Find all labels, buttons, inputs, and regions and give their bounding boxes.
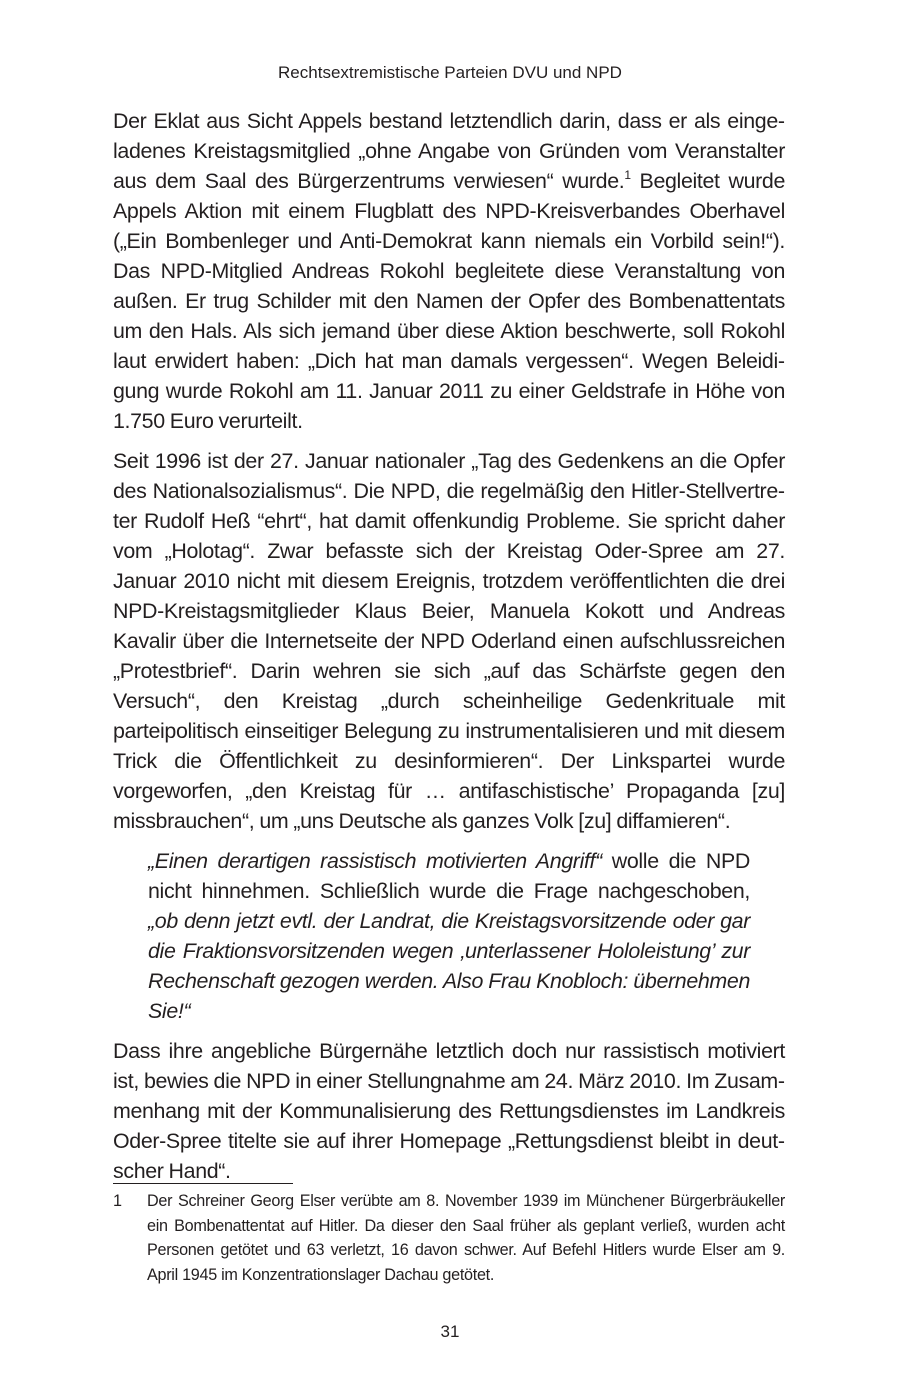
paragraph-2: Seit 1996 ist der 27. Januar nationaler „Tag des Gedenkens an die Opfer des Nationalsozialismus“. Die NPD, die regelmäßig den Hitler-Stellvertreter Rudolf Heß “ehrt“, hat damit offenkundig Probleme. Sie spricht daher vom „Holotag“. Zwar befasste sich der Kreistag Oder-Spree am 27. Januar 2010 nicht mit diesem Ereignis, trotzdem veröffentlichten die drei NPD-Kreistagsmitglieder Klaus Beier, Manuela Kokott und Andreas Kavalir über die Internetseite der NPD Oderland einen aufschlussreichen „Protestbrief“. Darin wehren sie sich „auf das Schärfste gegen den Versuch“, den Kreistag „durch scheinheilige Gedenkrituale mit parteipolitisch einseitiger Belegung zu instrumentalisieren und mit diesem Trick die Öffentlichkeit zu desinformieren“. Der Linkspartei wurde vorgeworfen, „den Kreistag für … antifaschistische’ Propaganda [zu] missbrauchen“, um „uns Deutsche als ganzes Volk [zu] diffamieren“. bbox=[113, 449, 785, 833]
page-number: 31 bbox=[440, 1322, 460, 1341]
quote-italic-end: „ob denn jetzt evtl. der Landrat, die Kreistagsvorsitzende oder gar die Fraktionsvorsitzenden wegen ‚unterlassener Hololeistung’ zur Rechenschaft gezogen werden. Also Frau Knobloch: übernehmen Sie!“ bbox=[148, 909, 750, 1023]
paragraph-1-text: Der Eklat aus Sicht Appels bestand letztendlich darin, dass er als eingeladenes Kreistagsmitglied „ohne Angabe von Gründen vom Veranstalter aus dem Saal des Bürgerzentrums verwiesen“ wurde. bbox=[113, 109, 785, 193]
footnote-text: Der Schreiner Georg Elser verübte am 8. November 1939 im Münchener Bürgerbräukeller ein Bombenattentat auf Hitler. Da dieser den Saal früher als geplant verließ, wurden acht Personen getötet und 63 verletzt, 16 davon schwer. Auf Befehl Hitlers wurde Elser am 9. April 1945 im Konzentrationslager Dachau getötet. bbox=[147, 1192, 785, 1284]
block-quote bbox=[148, 846, 750, 1026]
paragraph-1-continued: Begleitet wurde Appels Aktion mit einem Flugblatt des NPD-Kreisverbandes Oberhavel („Ein Bombenleger und Anti-Demokrat kann niemals ein Vorbild sein!“). Das NPD-Mitglied Andreas Rokohl begleitete diese Veranstaltung von außen. Er trug Schilder mit den Namen der Opfer des Bombenattentats um den Hals. Als sich jemand über diese Aktion beschwerte, soll Rokohl laut erwidert haben: „Dich hat man damals vergessen“. Wegen Beleidigung wurde Rokohl am 11. Januar 2011 zu einer Geldstrafe in Höhe von 1.750 Euro verurteilt. bbox=[113, 169, 786, 433]
paragraph-3: Dass ihre angebliche Bürgernähe letztlich doch nur rassistisch motiviert ist, bewies die NPD in einer Stellungnahme am 24. März 2010. Im Zusammenhang mit der Kommunalisierung des Rettungsdienstes im Landkreis Oder-Spree titelte sie auf ihrer Homepage „Rettungsdienst bleibt in deutscher Hand“. bbox=[113, 1039, 785, 1183]
running-header: Rechtsextremistische Parteien DVU und NPD bbox=[278, 63, 622, 82]
footnote-divider bbox=[113, 1183, 293, 1184]
quote-plain-middle: wolle die NPD nicht hinnehmen. Schließlich wurde die Frage nachgeschoben, bbox=[148, 849, 750, 903]
paragraph-1 bbox=[113, 106, 785, 436]
body-text bbox=[113, 106, 785, 1196]
footnote-reference: 1 bbox=[624, 168, 631, 182]
quote-italic-start: „Einen derartigen rassistisch motivierten Angriff“ bbox=[148, 849, 602, 873]
footnote-number: 1 bbox=[113, 1192, 122, 1210]
footnote bbox=[113, 1189, 785, 1287]
